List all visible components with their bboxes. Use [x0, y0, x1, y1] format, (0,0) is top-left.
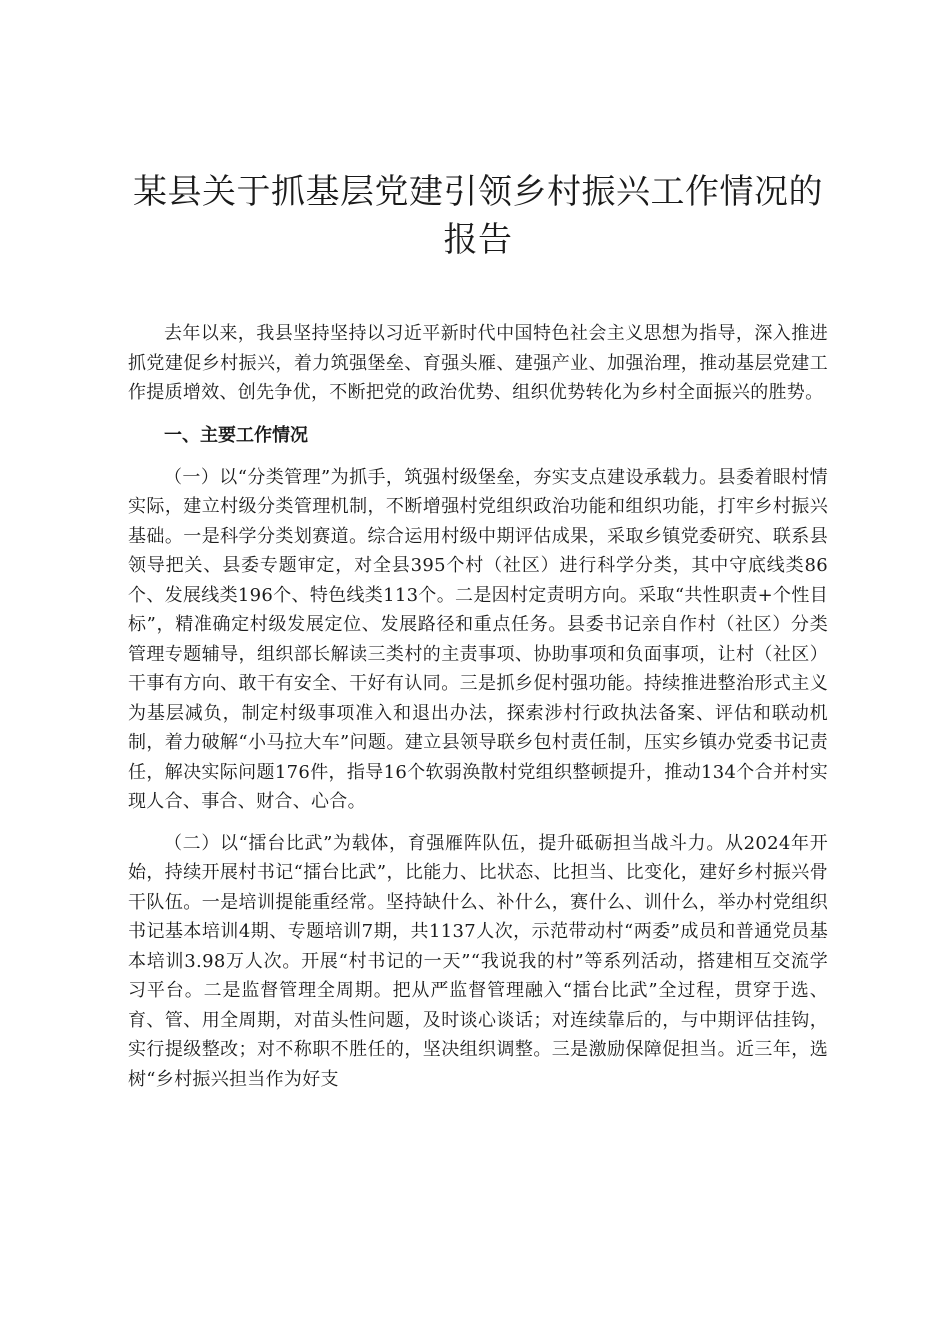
title-line-2: 报告 — [443, 220, 513, 260]
section-heading: 一、主要工作情况 — [164, 424, 308, 446]
document-body — [128, 319, 828, 1094]
document-page — [128, 168, 828, 1094]
document-title — [128, 168, 828, 264]
paragraph-1: （一）以“分类管理”为抓手，筑强村级堡垒，夯实支点建设承载力。县委着眼村情实际，建立村级分类管理机制，不断增强村党组织政治功能和组织功能，打牢乡村振兴基础。一是科学分类划赛道。综合运用村级中期评估成果，采取乡镇党委研究、联系县领导把关、县委专题审定，对全县395个村（社区）进行科学分类，其中守底线类86个、发展线类196个、特色线类113个。二是因村定责明方向。采取“共性职责+个性目标”，精准确定村级发展定位、发展路径和重点任务。县委书记亲自作村（社区）分类管理专题辅导，组织部长解读三类村的主责事项、协助事项和负面事项，让村（社区）干事有方向、敢干有安全、干好有认同。三是抓乡促村强功能。持续推进整治形式主义为基层减负，制定村级事项准入和退出办法，探索涉村行政执法备案、评估和联动机制，着力破解“小马拉大车”问题。建立县领导联乡包村责任制，压实乡镇办党委书记责任，解决实际问题176件，指导16个软弱涣散村党组织整顿提升，推动134个合并村实现人合、事合、财合、心合。 — [128, 466, 828, 812]
paragraph-2: （二）以“擂台比武”为载体，育强雁阵队伍，提升砥砺担当战斗力。从2024年开始，持续开展村书记“擂台比武”，比能力、比状态、比担当、比变化，建好乡村振兴骨干队伍。一是培训提能重经常。坚持缺什么、补什么，赛什么、训什么，举办村党组织书记基本培训4期、专题培训7期，共1137人次，示范带动村“两委”成员和普通党员基本培训3.98万人次。开展“村书记的一天”“我说我的村”等系列活动，搭建相互交流学习平台。二是监督管理全周期。把从严监督管理融入“擂台比武”全过程，贯穿于选、育、管、用全周期，对苗头性问题，及时谈心谈话；对连续靠后的，与中期评估挂钩，实行提级整改；对不称职不胜任的，坚决组织调整。三是激励保障促担当。近三年，选树“乡村振兴担当作为好支 — [128, 832, 828, 1090]
title-line-1: 某县关于抓基层党建引领乡村振兴工作情况的 — [133, 172, 823, 212]
intro-paragraph: 去年以来，我县坚持坚持以习近平新时代中国特色社会主义思想为指导，深入推进抓党建促乡村振兴，着力筑强堡垒、育强头雁、建强产业、加强治理，推动基层党建工作提质增效、创先争优，不断把党的政治优势、组织优势转化为乡村全面振兴的胜势。 — [128, 323, 828, 403]
